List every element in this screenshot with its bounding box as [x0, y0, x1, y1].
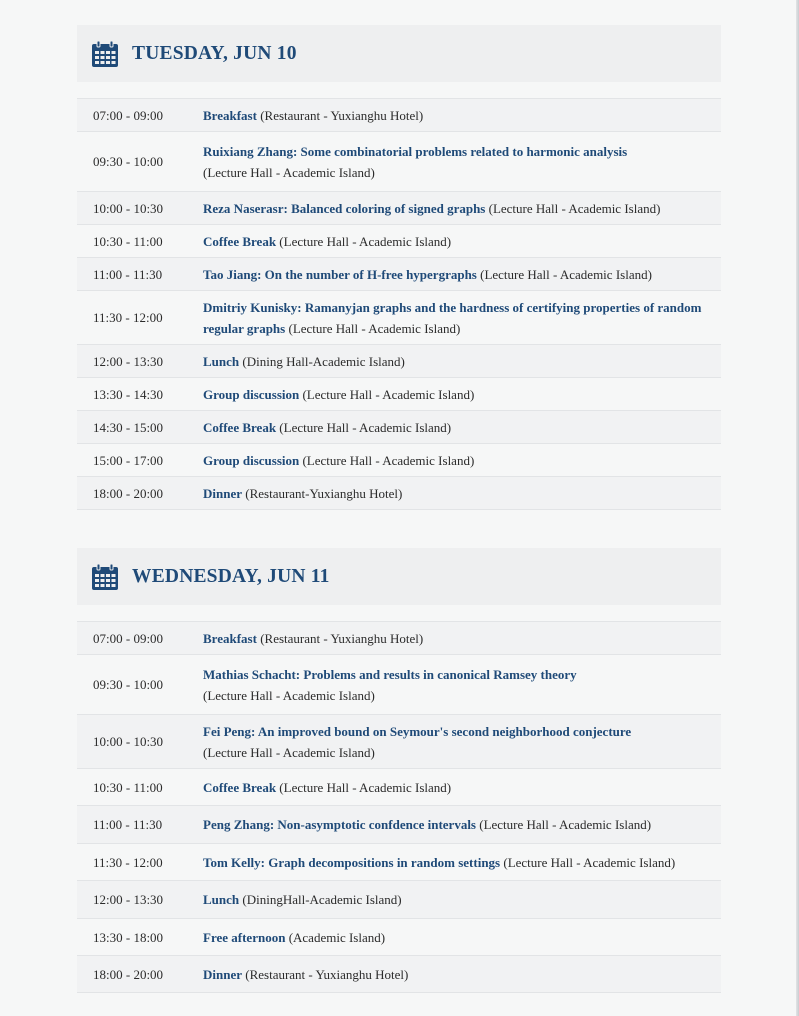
event-location: (Lecture Hall - Academic Island): [302, 386, 475, 402]
event-title: Coffee Break: [203, 419, 277, 435]
schedule-row: [77, 919, 721, 956]
event-location: (Academic Island): [288, 929, 386, 945]
day-section-wednesday: [77, 548, 721, 993]
event-title: Fei Peng: An improved bound on Seymour's second neighborhood conjecture: [203, 723, 632, 739]
event-location: (Lecture Hall - Academic Island): [503, 854, 676, 870]
event-title: Lunch: [203, 892, 240, 907]
event-location: (Lecture Hall - Academic Island): [488, 200, 661, 216]
event-location: (Lecture Hall - Academic Island): [302, 452, 475, 468]
event-location: (Lecture Hall - Academic Island): [279, 419, 452, 435]
event-location: (Restaurant - Yuxianghu Hotel): [260, 630, 424, 646]
calendar-icon: [91, 40, 119, 68]
event-title: Reza Naserasr: Balanced coloring of signed graphs: [203, 200, 486, 216]
event-title: Free afternoon: [203, 929, 286, 945]
time-slot: 12:00 - 13:30: [93, 353, 164, 369]
event-title: Breakfast: [203, 630, 257, 646]
time-slot: 10:00 - 10:30: [93, 200, 164, 216]
event-title: Group discussion: [203, 386, 300, 402]
event-location: (Restaurant - Yuxianghu Hotel): [245, 966, 409, 982]
time-slot: 11:30 - 12:00: [93, 854, 163, 870]
schedule-row: [77, 258, 721, 291]
schedule-row: [77, 345, 721, 378]
day-title: TUESDAY, JUN 10: [132, 42, 297, 64]
event-location: (Restaurant - Yuxianghu Hotel): [260, 107, 424, 123]
time-slot: 07:00 - 09:00: [93, 107, 164, 123]
schedule-row: [77, 622, 721, 655]
event-location: (DiningHall-Academic Island): [242, 892, 402, 907]
schedule-row: [77, 769, 721, 806]
schedule-row: [77, 655, 721, 715]
schedule-table: [77, 621, 721, 993]
event-title: Ruixiang Zhang: Some combinatorial problems related to harmonic analysis: [203, 143, 628, 159]
event-title: Group discussion: [203, 452, 300, 468]
time-slot: 18:00 - 20:00: [93, 485, 164, 501]
time-slot: 13:30 - 18:00: [93, 929, 164, 945]
calendar-icon: [91, 563, 119, 591]
event-title: Coffee Break: [203, 233, 277, 249]
schedule-row: [77, 225, 721, 258]
event-location: (Lecture Hall - Academic Island): [480, 266, 652, 282]
event-title: Dmitriy Kunisky: Ramanyjan graphs and the hardness of certifying properties of random regular graphs: [203, 299, 702, 336]
event-title: Coffee Break: [203, 779, 277, 795]
day-header: [77, 25, 721, 82]
time-slot: 10:30 - 11:00: [93, 779, 163, 795]
event-title: Peng Zhang: Non-asymptotic confdence intervals: [203, 817, 476, 832]
schedule-row: [77, 378, 721, 411]
schedule-row: [77, 444, 721, 477]
time-slot: 10:00 - 10:30: [93, 734, 164, 749]
day-section-tuesday: [77, 25, 721, 510]
time-slot: 15:00 - 17:00: [93, 452, 164, 468]
time-slot: 11:00 - 11:30: [93, 817, 163, 832]
time-slot: 18:00 - 20:00: [93, 966, 164, 982]
time-slot: 09:30 - 10:00: [93, 154, 164, 169]
event-title: Tao Jiang: On the number of H-free hypergraphs: [203, 266, 477, 282]
schedule-row: [77, 411, 721, 444]
time-slot: 13:30 - 14:30: [93, 386, 164, 402]
schedule-row: [77, 477, 721, 510]
schedule-row: [77, 881, 721, 919]
event-location: (Restaurant-Yuxianghu Hotel): [245, 485, 403, 501]
event-location: (Lecture Hall - Academic Island): [288, 320, 461, 336]
event-location: (Lecture Hall - Academic Island): [279, 233, 452, 249]
schedule-table: [77, 98, 721, 510]
event-title: Breakfast: [203, 107, 257, 123]
schedule-row: [77, 99, 721, 132]
time-slot: 09:30 - 10:00: [93, 677, 164, 692]
event-location: (Lecture Hall - Academic Island): [203, 687, 375, 703]
schedule-row: [77, 715, 721, 769]
time-slot: 07:00 - 09:00: [93, 630, 164, 646]
schedule-row: [77, 806, 721, 844]
event-location: (Lecture Hall - Academic Island): [203, 744, 375, 760]
event-title: Dinner: [203, 966, 242, 982]
time-slot: 10:30 - 11:00: [93, 233, 163, 249]
event-title: Tom Kelly: Graph decompositions in random settings: [203, 854, 501, 870]
event-title: Mathias Schacht: Problems and results in canonical Ramsey theory: [203, 666, 577, 682]
time-slot: 11:30 - 12:00: [93, 310, 163, 325]
time-slot: 12:00 - 13:30: [93, 892, 164, 907]
event-title: Lunch: [203, 353, 240, 369]
event-location: (Lecture Hall - Academic Island): [203, 164, 375, 180]
schedule-row: [77, 844, 721, 881]
event-title: Dinner: [203, 485, 242, 501]
day-header: [77, 548, 721, 605]
time-slot: 11:00 - 11:30: [93, 266, 163, 282]
time-slot: 14:30 - 15:00: [93, 419, 164, 435]
event-location: (Dining Hall-Academic Island): [242, 353, 405, 369]
schedule-row: [77, 291, 721, 345]
event-location: (Lecture Hall - Academic Island): [279, 779, 452, 795]
event-location: (Lecture Hall - Academic Island): [479, 817, 652, 832]
schedule-row: [77, 132, 721, 192]
schedule-row: [77, 956, 721, 993]
day-title: WEDNESDAY, JUN 11: [132, 565, 330, 587]
schedule-row: [77, 192, 721, 225]
